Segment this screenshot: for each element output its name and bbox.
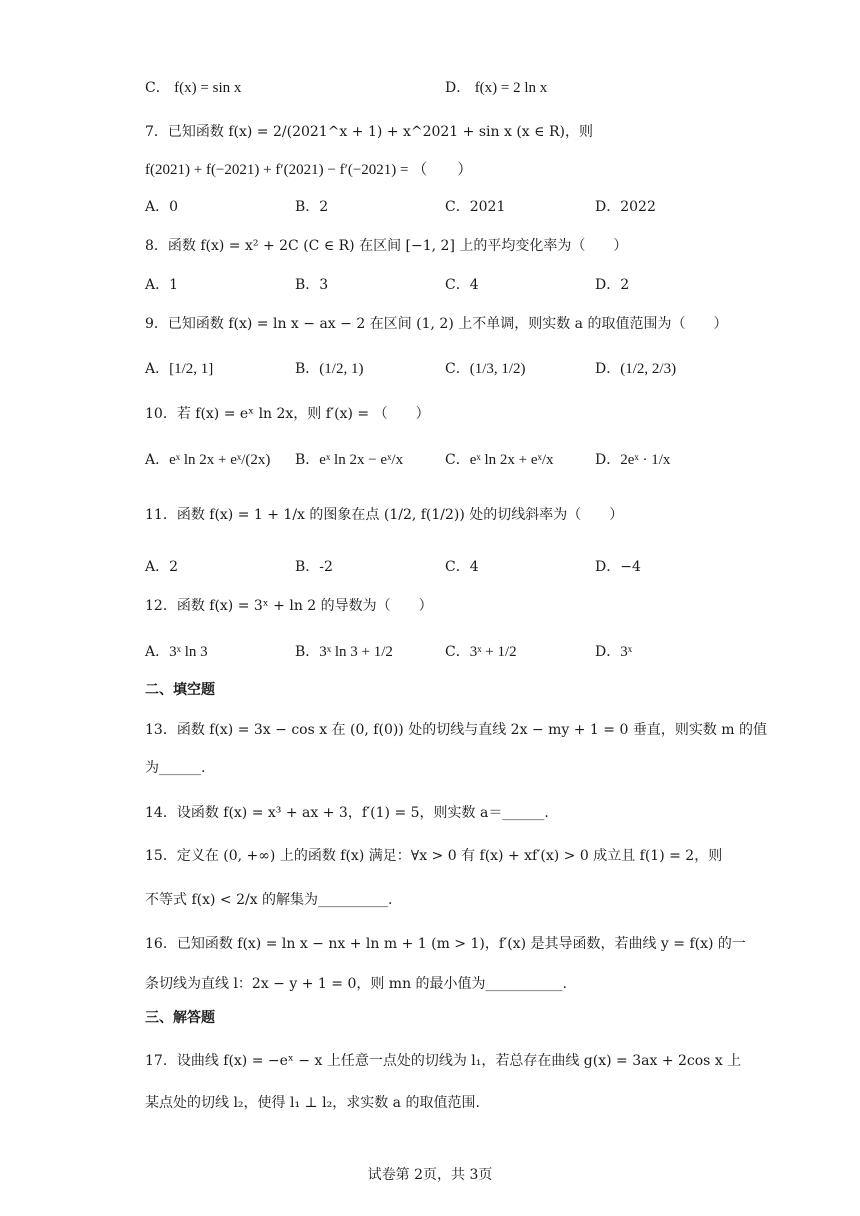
q11-option-a-text: 2 — [169, 559, 179, 575]
section-solution-heading: 三、解答题 — [145, 1010, 215, 1026]
q10-option-c-label: C． — [445, 452, 470, 468]
q14-line1: 14．设函数 f(x) = x³ + ax + 3，f′(1) = 5，则实数 a＝______. — [145, 805, 549, 821]
q12-option-c-text: 3ˣ + 1/2 — [469, 644, 517, 660]
q12-option-b-text: 3ˣ ln 3 + 1/2 — [319, 644, 393, 660]
q17-line1: 17．设曲线 f(x) = −eˣ − x 上任意一点处的切线为 l₁，若总存在曲线 g(x) = 3ax + 2cos x 上 — [145, 1053, 742, 1069]
q7-option-c-text: 2021 — [469, 199, 506, 215]
q7-option-b-label: B． — [295, 199, 320, 215]
page-footer: 试卷第 2页，共 3页 — [367, 1167, 493, 1183]
q10-option-b-text: eˣ ln 2x − eˣ/x — [319, 452, 404, 468]
q10-option-b-label: B． — [295, 452, 320, 468]
q12-option-a-label: A． — [145, 644, 170, 660]
q6-option-d-label: D． — [445, 80, 471, 96]
q10-option-d — [595, 450, 670, 470]
q8-option-a-text: 1 — [169, 277, 179, 293]
q9-option-d-text: (1/2, 2/3) — [620, 361, 677, 377]
q7-option-a-label: A． — [145, 199, 170, 215]
q9-option-b-label: B． — [295, 361, 320, 377]
q6-option-c — [145, 78, 241, 98]
q12-option-a — [145, 642, 208, 662]
q7-option-c-label: C． — [445, 199, 470, 215]
q8-option-b-text: 3 — [319, 277, 329, 293]
q12-option-d-text: 3ˣ — [620, 644, 633, 660]
q9-option-d-label: D． — [595, 361, 621, 377]
q9-stem: 9．已知函数 f(x) = ln x − ax − 2 在区间 (1, 2) 上不单调，则实数 a 的取值范围为（ ） — [145, 316, 728, 332]
q11-option-c-text: 4 — [469, 559, 479, 575]
q11-option-b-label: B． — [295, 559, 320, 575]
q12-option-a-text: 3ˣ ln 3 — [169, 644, 208, 660]
q11-option-d-text: −4 — [620, 559, 641, 575]
q8-stem: 8．函数 f(x) = x² + 2C (C ∈ R) 在区间 [−1, 2] 上的平均变化率为（ ） — [145, 238, 628, 254]
q10-option-a — [145, 450, 270, 470]
q11-option-c-label: C． — [445, 559, 470, 575]
q12-option-c-label: C． — [445, 644, 470, 660]
q10-option-b — [295, 450, 403, 470]
q11-option-a-label: A． — [145, 559, 170, 575]
q10-option-d-text: 2eˣ · 1/x — [620, 452, 671, 468]
q11-option-d-label: D． — [595, 559, 621, 575]
q17-line2: 某点处的切线 l₂，使得 l₁ ⊥ l₂，求实数 a 的取值范围. — [145, 1095, 480, 1111]
q9-option-a-label: A． — [145, 361, 170, 377]
q7-option-d — [595, 197, 656, 217]
q10-stem: 10．若 f(x) = eˣ ln 2x，则 f′(x) = （ ） — [145, 406, 430, 422]
q6-option-d-text: f(x) = 2 ln x — [474, 80, 548, 96]
q9-option-b — [295, 359, 363, 379]
q7-option-c — [445, 197, 505, 217]
q11-option-c — [445, 557, 479, 577]
q7-option-b-text: 2 — [319, 199, 329, 215]
q11-option-d — [595, 557, 641, 577]
q11-option-b — [295, 557, 333, 577]
q9-option-c-text: (1/3, 1/2) — [469, 361, 526, 377]
q9-option-d — [595, 359, 676, 379]
q15-line2: 不等式 f(x) < 2/x 的解集为__________. — [145, 892, 393, 908]
q10-option-c — [445, 450, 554, 470]
q15-line1: 15．定义在 (0, +∞) 上的函数 f(x) 满足：∀x > 0 有 f(x) + xf′(x) > 0 成立且 f(1) = 2，则 — [145, 848, 723, 864]
q13-line2: 为______. — [145, 760, 206, 776]
q7-option-a — [145, 197, 178, 217]
section-fill-in-heading: 二、填空题 — [145, 682, 215, 698]
q12-option-b — [295, 642, 393, 662]
q11-option-a — [145, 557, 178, 577]
q16-line1: 16．已知函数 f(x) = ln x − nx + ln m + 1 (m > 1)，f′(x) 是其导函数，若曲线 y = f(x) 的一 — [145, 936, 746, 952]
q12-option-d — [595, 642, 632, 662]
q13-line1: 13．函数 f(x) = 3x − cos x 在 (0, f(0)) 处的切线与直线 2x − my + 1 = 0 垂直，则实数 m 的值 — [145, 722, 767, 738]
q7-stem-line1: 7．已知函数 f(x) = 2/(2021^x + 1) + x^2021 + sin x (x ∈ R)，则 — [145, 124, 593, 140]
q9-option-c — [445, 359, 526, 379]
q12-option-c — [445, 642, 517, 662]
q12-stem: 12．函数 f(x) = 3ˣ + ln 2 的导数为（ ） — [145, 598, 433, 614]
q9-option-b-text: (1/2, 1) — [319, 361, 364, 377]
q8-option-d-label: D． — [595, 277, 621, 293]
q8-option-d-text: 2 — [620, 277, 630, 293]
q10-option-a-label: A． — [145, 452, 170, 468]
q11-stem: 11．函数 f(x) = 1 + 1/x 的图象在点 (1/2, f(1/2)) 处的切线斜率为（ ） — [145, 507, 624, 523]
q10-option-d-label: D． — [595, 452, 621, 468]
q8-option-b-label: B． — [295, 277, 320, 293]
q10-option-a-text: eˣ ln 2x + eˣ/(2x) — [169, 452, 271, 468]
q7-option-d-label: D． — [595, 199, 621, 215]
q6-option-c-text: f(x) = sin x — [174, 80, 242, 96]
q8-option-c — [445, 275, 479, 295]
q8-option-b — [295, 275, 328, 295]
q7-stem-line2: f(2021) + f(−2021) + f′(2021) − f′(−2021) = （ ） — [145, 162, 473, 178]
q9-option-a — [145, 359, 213, 379]
q12-option-b-label: B． — [295, 644, 320, 660]
q12-option-d-label: D． — [595, 644, 621, 660]
q8-option-d — [595, 275, 629, 295]
q8-option-a-label: A． — [145, 277, 170, 293]
q11-option-b-text: -2 — [319, 559, 333, 575]
q8-option-c-text: 4 — [469, 277, 479, 293]
q9-option-c-label: C． — [445, 361, 470, 377]
q6-option-c-label: C． — [145, 80, 170, 96]
q7-option-d-text: 2022 — [620, 199, 656, 215]
q6-option-d — [445, 78, 547, 98]
q10-option-c-text: eˣ ln 2x + eˣ/x — [469, 452, 554, 468]
q16-line2: 条切线为直线 l：2x − y + 1 = 0，则 mn 的最小值为___________. — [145, 976, 567, 992]
q9-option-a-text: [1/2, 1] — [169, 361, 214, 377]
q7-option-b — [295, 197, 328, 217]
q7-option-a-text: 0 — [169, 199, 179, 215]
q8-option-c-label: C． — [445, 277, 470, 293]
q8-option-a — [145, 275, 178, 295]
